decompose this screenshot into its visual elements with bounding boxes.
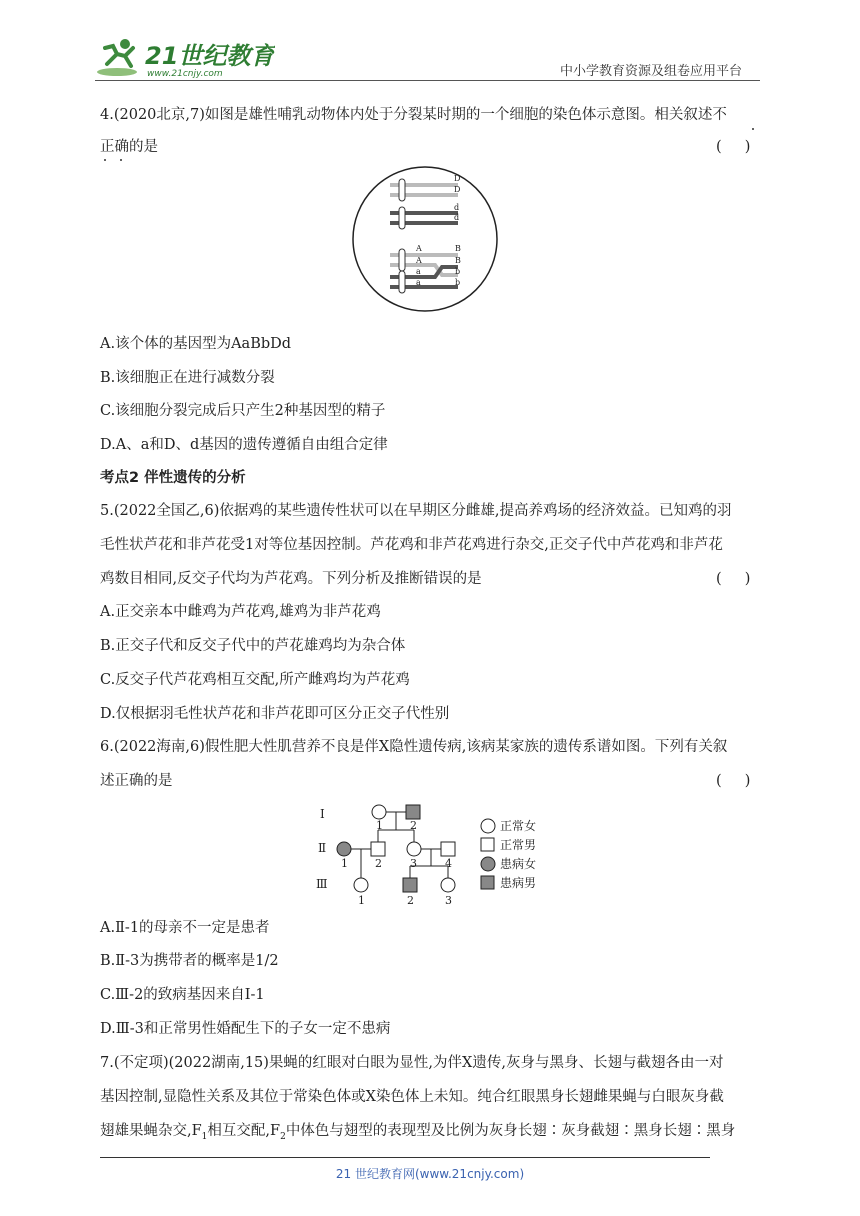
female-normal-symbol (407, 842, 421, 856)
gene-label: D (454, 174, 461, 183)
q5-answer-blank: ( ) (716, 571, 751, 587)
q6-option-d: D.Ⅲ-3和正常男性婚配生下的子女一定不患病 (100, 1021, 391, 1037)
legend-male-normal-icon (481, 838, 494, 851)
individual-number: 1 (376, 819, 383, 832)
individual-number: 2 (375, 857, 382, 870)
individual-number: 3 (445, 894, 452, 906)
q5-option-a: A.正交亲本中雌鸡为芦花鸡,雄鸡为非芦花鸡 (100, 604, 381, 620)
gene-label: b (455, 267, 461, 276)
logo-text: 21世纪教育 (145, 42, 275, 70)
q4-answer-blank: ( ) (716, 139, 751, 155)
q6-answer-blank: ( ) (716, 773, 751, 789)
gene-label: a (416, 267, 421, 276)
q5-option-b: B.正交子代和反交子代中的芦花雄鸡均为杂合体 (100, 638, 406, 654)
gene-label: B (455, 256, 461, 265)
footer-divider (100, 1157, 710, 1158)
female-normal-symbol (354, 878, 368, 892)
q5-option-d: D.仅根据羽毛性状芦花和非芦花即可区分正交子代性别 (100, 706, 450, 722)
generation-label: Ⅰ (320, 807, 325, 821)
individual-number: 1 (358, 894, 365, 906)
legend-label: 正常女 (500, 819, 537, 833)
subscript: 1 (201, 1131, 208, 1142)
male-affected-symbol (406, 805, 420, 819)
gene-label: D (454, 185, 461, 194)
individual-number: 2 (410, 819, 417, 832)
individual-number: 2 (407, 894, 414, 906)
gene-label: d (454, 213, 460, 222)
individual-number: 3 (410, 857, 417, 870)
q6-stem-line2: 述正确的是 (100, 773, 173, 789)
q7-stem-line2: 基因控制,显隐性关系及其位于常染色体或X染色体上未知。纯合红眼黑身长翅雌果蝇与白眼灰身截 (100, 1089, 724, 1105)
individual-number: 4 (445, 857, 452, 870)
individual-number: 1 (341, 857, 348, 870)
q5-stem-line1: 5.(2022全国乙,6)依据鸡的某些遗传性状可以在早期区分雌雄,提高养鸡场的经济效益。已知鸡的羽 (100, 503, 732, 519)
generation-label: Ⅲ (316, 877, 328, 891)
q7-text-segment: 翅雄果蝇杂交,F (100, 1123, 202, 1139)
q6-option-a: A.Ⅱ-1的母亲不一定是患者 (100, 920, 270, 936)
legend-female-affected-icon (481, 857, 495, 871)
gene-label: a (416, 278, 421, 287)
q4-stem-line1: 4.(2020北京,7)如图是雄性哺乳动物体内处于分裂某时期的一个细胞的染色体示意图。相关叙述不 (100, 107, 727, 123)
emphasis-dot (104, 159, 106, 161)
male-affected-symbol (403, 878, 417, 892)
q4-option-c: C.该细胞分裂完成后只产生2种基因型的精子 (100, 403, 386, 419)
q6-stem-line1: 6.(2022海南,6)假性肥大性肌营养不良是伴X隐性遗传病,该病某家族的遗传系谱如图。下列有关叙 (100, 739, 728, 755)
gene-label: A (416, 256, 422, 265)
male-normal-symbol (371, 842, 385, 856)
generation-label: Ⅱ (318, 841, 327, 855)
legend-label: 患病女 (500, 857, 537, 871)
q6-option-c: C.Ⅲ-2的致病基因来自Ⅰ-1 (100, 987, 265, 1003)
q7-stem-line3 (100, 1121, 735, 1147)
male-normal-symbol (441, 842, 455, 856)
section-title: 考点2 伴性遗传的分析 (100, 470, 246, 486)
q7-text-segment: 中体色与翅型的表现型及比例为灰身长翅∶灰身截翅∶黑身长翅∶黑身 (285, 1123, 736, 1139)
q7-text-segment: 相互交配,F (207, 1123, 281, 1139)
legend-male-affected-icon (481, 876, 494, 889)
header-divider (95, 80, 760, 81)
gene-label: B (455, 244, 461, 253)
runner-logo-icon (95, 34, 275, 80)
q5-stem-line2: 毛性状芦花和非芦花受1对等位基因控制。芦花鸡和非芦花鸡进行杂交,正交子代中芦花鸡和非芦花 (100, 537, 723, 553)
q4-option-b: B.该细胞正在进行减数分裂 (100, 370, 275, 386)
gene-label: b (455, 278, 461, 287)
subscript: 2 (280, 1131, 286, 1142)
q4-option-d: D.A、a和D、d基因的遗传遵循自由组合定律 (100, 437, 388, 453)
pedigree-diagram (312, 800, 552, 906)
chromosome-diagram (350, 165, 500, 313)
q6-option-b: B.Ⅱ-3为携带者的概率是1/2 (100, 953, 279, 969)
q4-option-a: A.该个体的基因型为AaBbDd (100, 336, 292, 352)
gene-label: A (416, 244, 422, 253)
female-affected-symbol (337, 842, 351, 856)
gene-label: d (454, 203, 460, 212)
site-logo (95, 34, 275, 80)
q7-stem-line1: 7.(不定项)(2022湖南,15)果蝇的红眼对白眼为显性,为伴X遗传,灰身与黑身、长翅与截翅各由一对 (100, 1055, 724, 1071)
footer-text: 21 世纪教育网(www.21cnjy.com) (335, 1167, 525, 1181)
q4-stem-line2: 正确的是 (100, 139, 158, 155)
legend-label: 正常男 (500, 838, 537, 852)
logo-url: www.21cnjy.com (147, 69, 223, 79)
q5-stem-line3: 鸡数目相同,反交子代均为芦花鸡。下列分析及推断错误的是 (100, 571, 482, 587)
female-normal-symbol (441, 878, 455, 892)
q5-option-c: C.反交子代芦花鸡相互交配,所产雌鸡均为芦花鸡 (100, 672, 410, 688)
legend-female-normal-icon (481, 819, 495, 833)
header-tagline: 中小学教育资源及组卷应用平台 (560, 64, 743, 79)
legend-label: 患病男 (500, 876, 537, 890)
emphasis-dot (120, 159, 122, 161)
female-normal-symbol (372, 805, 386, 819)
emphasis-dot (752, 128, 754, 130)
